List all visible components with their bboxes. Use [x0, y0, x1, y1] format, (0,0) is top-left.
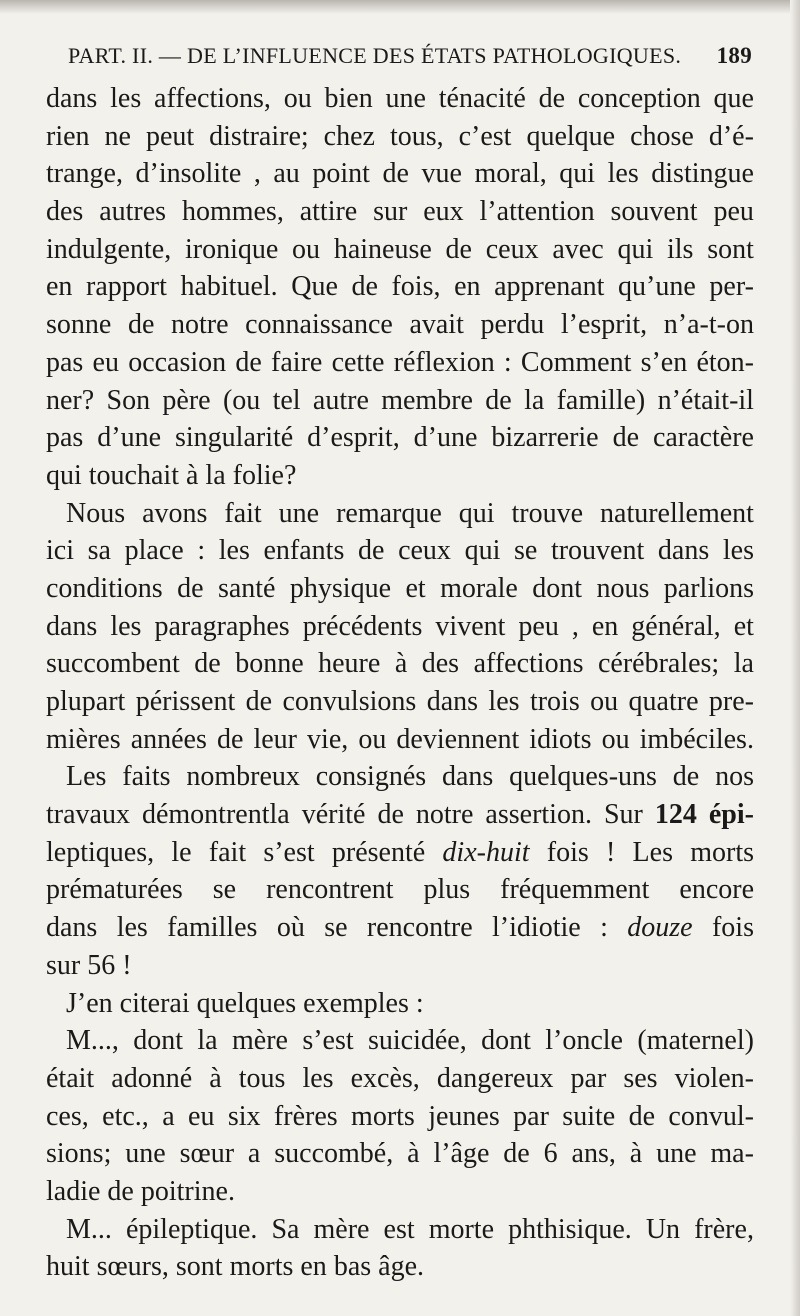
- text-line: dans les paragraphes précédents vivent peu , en général, et: [46, 610, 754, 642]
- text-line: pas eu occasion de faire cette réflexion : Comment s’en éton-: [46, 346, 754, 378]
- page-number: 189: [716, 43, 752, 68]
- text-line: en rapport habituel. Que de fois, en apprenant qu’une per-: [46, 271, 754, 303]
- text-line: prématurées se rencontrent plus fréquemment encore: [46, 874, 754, 906]
- text-line: ici sa place : les enfants de ceux qui se trouvent dans les: [46, 535, 754, 567]
- text-line: rien ne peut distraire; chez tous, c’est quelque chose d’é-: [46, 120, 754, 152]
- text-line: pas d’une singularité d’esprit, d’une bizarrerie de caractère: [46, 422, 754, 454]
- text-line: succombent de bonne heure à des affections cérébrales; la: [46, 648, 754, 680]
- text-line: plupart périssent de convulsions dans les trois ou quatre pre-: [46, 686, 754, 717]
- running-header: [68, 38, 752, 74]
- text-line: sonne de notre connaissance avait perdu l’esprit, n’a-t-on: [46, 309, 754, 341]
- text-line: J’en citerai quelques exemples :: [66, 987, 424, 1019]
- text-line: ner? Son père (ou tel autre membre de la famille) n’était-il: [46, 384, 754, 416]
- page-right-shadow: [790, 0, 800, 1316]
- text-line: ladie de poitrine.: [46, 1175, 235, 1207]
- text-line: huit sœurs, sont morts en bas âge.: [46, 1251, 424, 1283]
- text-line: des autres hommes, attire sur eux l’attention souvent peu: [46, 196, 754, 228]
- text-line: ces, etc., a eu six frères morts jeunes par suite de convul-: [46, 1100, 754, 1132]
- text-line: M... épileptique. Sa mère est morte phthisique. Un frère,: [66, 1213, 754, 1245]
- text-line: Nous avons fait une remarque qui trouve naturellement: [66, 497, 754, 529]
- text-line: sur 56 !: [46, 949, 132, 981]
- text-line: sions; une sœur a succombé, à l’âge de 6 ans, à une ma-: [46, 1138, 754, 1170]
- text-line: dans les affections, ou bien une ténacité de conception que: [46, 83, 754, 114]
- text-line: travaux démontrentla vérité de notre assertion. Sur 124 épi-: [46, 799, 754, 831]
- text-line: leptiques, le fait s’est présenté dix-huit fois ! Les morts: [46, 836, 754, 868]
- text-line: mières années de leur vie, ou deviennent idiots ou imbéciles.: [46, 723, 754, 755]
- body-text: [46, 80, 754, 1286]
- text-line: qui touchait à la folie?: [46, 459, 297, 491]
- text-line: conditions de santé physique et morale dont nous parlions: [46, 572, 754, 604]
- text-line: trange, d’insolite , au point de vue moral, qui les distingue: [46, 158, 754, 190]
- running-title: PART. II. — DE L’INFLUENCE DES ÉTATS PATHOLOGIQUES.: [68, 43, 682, 68]
- text-line: Les faits nombreux consignés dans quelques-uns de nos: [66, 761, 754, 793]
- text-line: dans les familles où se rencontre l’idiotie : douze fois: [46, 912, 754, 944]
- text-line: indulgente, ironique ou haineuse de ceux avec qui ils sont: [46, 233, 754, 265]
- text-line: M..., dont la mère s’est suicidée, dont l’oncle (maternel): [66, 1025, 754, 1057]
- page-top-shadow: [0, 0, 800, 14]
- text-line: était adonné à tous les excès, dangereux par ses violen-: [46, 1062, 754, 1094]
